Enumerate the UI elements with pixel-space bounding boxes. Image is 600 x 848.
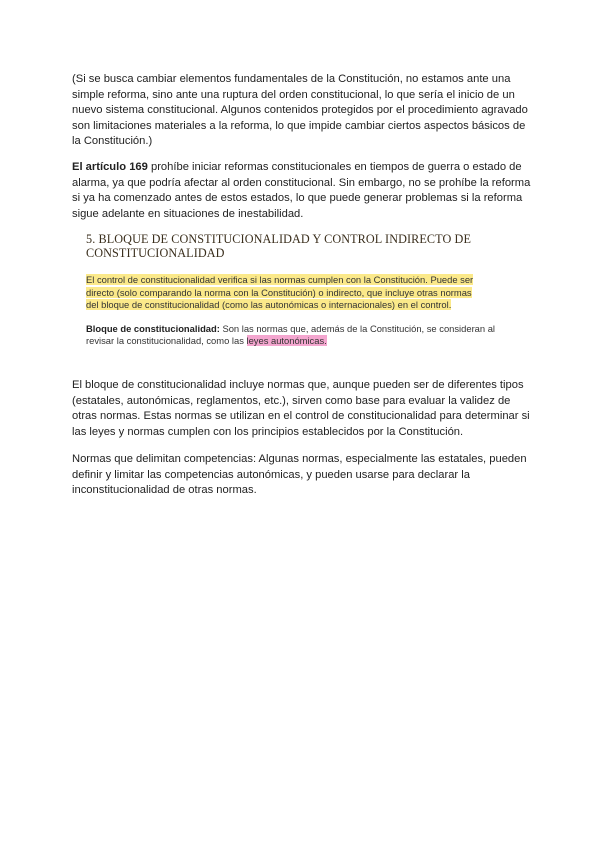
section-heading: 5. BLOQUE DE CONSTITUCIONALIDAD Y CONTROL INDIRECTO DE CONSTITUCIONALIDAD — [86, 232, 471, 260]
bloque-note — [86, 323, 506, 348]
highlighted-line: El control de constitucionalidad verifica si las normas cumplen con la Constitución. Puede ser — [86, 274, 474, 285]
paragraph-article-169 — [72, 160, 532, 222]
pink-highlight: leyes autonómicas. — [246, 335, 327, 347]
paragraph-competencias: Normas que delimitan competencias: Algunas normas, especialmente las estatales, pueden definir y limitar las competencias autonómicas, y pueden usarse para declarar la inconstitucionalidad de otras normas. — [72, 453, 527, 497]
embedded-excerpt-image — [86, 232, 506, 348]
paragraph-bloque-description: El bloque de constitucionalidad incluye normas que, aunque pueden ser de diferentes tipos (estatales, autonómicas, reglamentos, etc.), sirven como base para evaluar la validez de otras normas. Estas normas se utilizan en el control de constitucionalidad para determinar si las leyes y normas cumplen con los principios establecidos por la Constitución. — [72, 379, 530, 438]
paragraph-reform-limits: (Si se busca cambiar elementos fundamentales de la Constitución, no estamos ante una simple reforma, sino ante una ruptura del orden constitucional, lo que sería el inicio de un nuevo sistema constitucional. Algunos contenidos protegidos por el procedimiento agravado son limitaciones materiales a la reforma, lo que impide cambiar ciertos aspectos básicos de la Constitución.) — [72, 73, 528, 148]
article-169-bold-lead: El artículo 169 — [72, 161, 148, 173]
note-bold-lead: Bloque de constitucionalidad: — [86, 322, 220, 334]
note-text: Son las normas que, además de la Constitución, se consideran al revisar la constitucionalidad, como las — [86, 322, 496, 347]
highlighted-line: del bloque de constitucionalidad (como las autonómicas o internacionales) en el control. — [86, 299, 452, 311]
highlighted-line: directo (solo comparando la norma con la Constitución) o indirecto, que incluye otras normas — [86, 286, 472, 298]
article-169-text: prohíbe iniciar reformas constitucionales en tiempos de guerra o estado de alarma, ya que podría afectar al orden constitucional. Sin embargo, no se prohíbe la reforma si ya ha comenzado antes de estos estados, lo que puede generar problemas si la reforma sigue adelante en situaciones de inestabilidad. — [72, 161, 531, 220]
highlighted-definition — [86, 274, 506, 312]
